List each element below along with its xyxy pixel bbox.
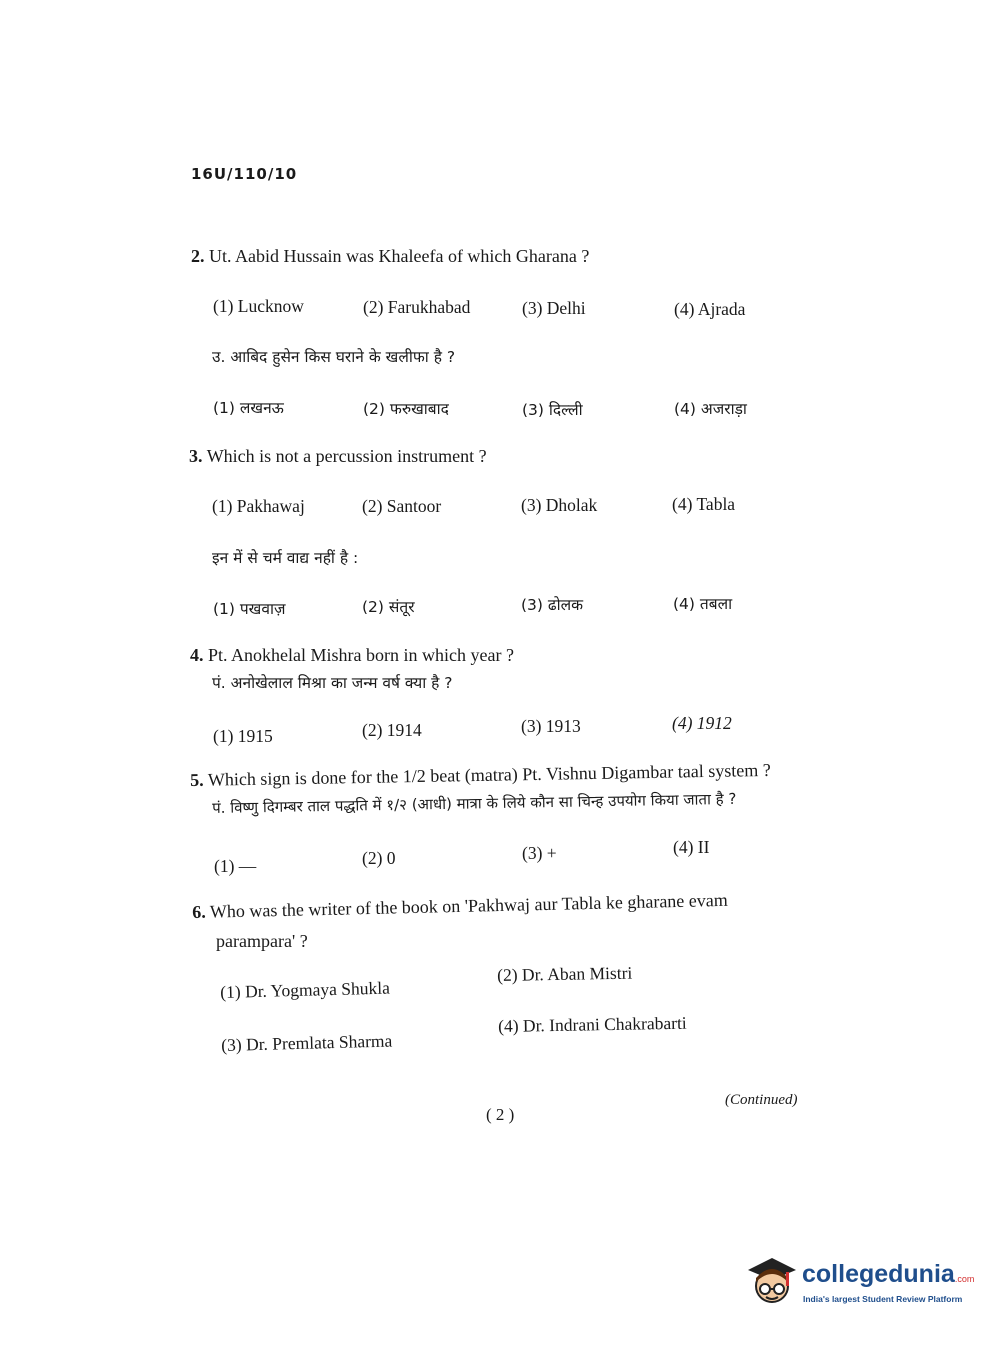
- question-text-hi: पं. विष्णु दिगम्बर ताल पद्धति में १/२ (आधी) मात्रा के लिये कौन सा चिन्ह उपयोग किया जाता है ?: [212, 789, 737, 817]
- option-4-hi: (4) तबला: [673, 595, 733, 613]
- option-1-hi: (1) लखनऊ: [213, 399, 284, 417]
- option-2-hi: (2) संतूर: [362, 598, 415, 616]
- question-number: 2.: [191, 246, 205, 266]
- question-6: [192, 890, 728, 923]
- option-2-hi: (2) फरुखाबाद: [363, 400, 449, 418]
- option-2: (2) 1914: [362, 720, 422, 740]
- option-4-hi: (4) अजराड़ा: [674, 400, 747, 418]
- option-3: (3) +: [522, 843, 557, 863]
- option-3-hi: (3) दिल्ली: [522, 401, 583, 419]
- question-text-en: Ut. Aabid Hussain was Khaleefa of which Gharana ?: [209, 246, 590, 266]
- option-3-hi: (3) ढोलक: [521, 596, 584, 614]
- collegedunia-watermark: [742, 1250, 975, 1312]
- question-5: [190, 760, 771, 791]
- option-2: (2) Farukhabad: [363, 297, 471, 317]
- question-number: 3.: [189, 446, 203, 466]
- mascot-icon: [742, 1252, 800, 1310]
- option-3: (3) Dr. Premlata Sharma: [221, 1030, 393, 1055]
- option-2: (2) Dr. Aban Mistri: [497, 962, 633, 985]
- option-4: (4) Ajrada: [674, 299, 746, 319]
- page-number: ( 2 ): [486, 1105, 515, 1124]
- brand-suffix: .com: [954, 1274, 975, 1284]
- paper-code: 16U/110/10: [191, 165, 298, 183]
- option-3: (3) 1913: [521, 716, 581, 736]
- question-number: 5.: [190, 769, 204, 790]
- question-number: 4.: [190, 645, 204, 665]
- option-1: (1) Lucknow: [213, 296, 304, 316]
- option-2: (2) 0: [362, 848, 396, 868]
- option-1: (1) —: [214, 856, 257, 876]
- option-1: (1) 1915: [213, 726, 273, 746]
- option-4: (4) II: [673, 837, 710, 857]
- question-text-en: Which is not a percussion instrument ?: [206, 446, 487, 466]
- question-text-en-line1: Who was the writer of the book on 'Pakhwaj aur Tabla ke gharane evam: [209, 889, 728, 922]
- continued-label: (Continued): [725, 1092, 798, 1108]
- question-number: 6.: [192, 901, 206, 922]
- option-4: (4) Tabla: [672, 494, 736, 514]
- option-2: (2) Santoor: [362, 496, 442, 516]
- question-3: [189, 446, 487, 467]
- option-1-hi: (1) पखवाज़: [213, 600, 286, 618]
- question-text-hi: इन में से चर्म वाद्य नहीं है :: [212, 549, 359, 567]
- brand-name: collegedunia: [802, 1260, 955, 1288]
- brand-tagline: India's largest Student Review Platform: [803, 1294, 963, 1304]
- question-text-en-line2: parampara' ?: [216, 931, 308, 951]
- option-3: (3) Delhi: [522, 298, 586, 318]
- option-1: (1) Dr. Yogmaya Shukla: [220, 977, 391, 1002]
- question-text-en: Pt. Anokhelal Mishra born in which year ?: [208, 645, 514, 665]
- question-4: [190, 645, 514, 666]
- option-4: (4) 1912: [672, 713, 732, 733]
- question-text-hi: उ. आबिद हुसेन किस घराने के खलीफा है ?: [212, 348, 456, 366]
- question-text-en: Which sign is done for the 1/2 beat (matra) Pt. Vishnu Digambar taal system ?: [207, 759, 771, 790]
- question-2: [191, 246, 589, 267]
- option-4: (4) Dr. Indrani Chakrabarti: [498, 1012, 687, 1036]
- question-text-hi: पं. अनोखेलाल मिश्रा का जन्म वर्ष क्या है ?: [212, 674, 453, 692]
- option-1: (1) Pakhawaj: [212, 496, 305, 516]
- option-3: (3) Dholak: [521, 495, 598, 515]
